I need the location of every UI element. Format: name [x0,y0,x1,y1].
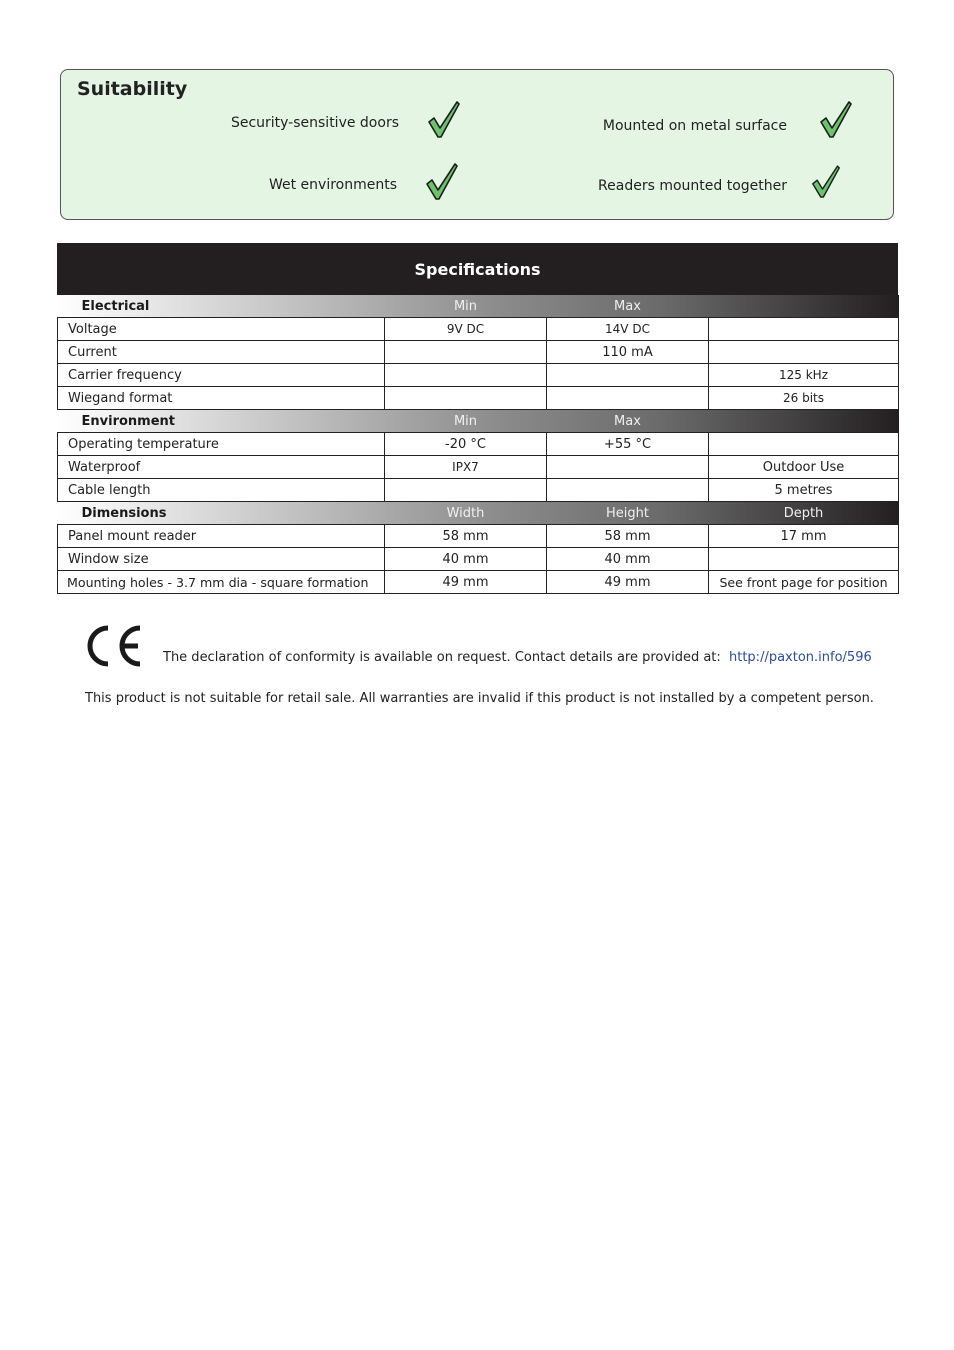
specifications-table [57,243,898,594]
specifications-title: Specifications [57,243,898,295]
cell-value [709,341,899,364]
table-row [58,571,899,594]
conformity-link[interactable]: http://paxton.info/596 [729,650,872,665]
suitability-item-label: Readers mounted together [598,178,787,194]
table-row [58,456,899,479]
cell-value: 26 bits [709,387,899,410]
cell-min [385,364,547,387]
ce-mark-icon [86,624,144,668]
column-header [709,295,899,318]
column-header: Min [453,413,478,429]
row-label: Current [58,341,385,364]
disclaimer-text: This product is not suitable for retail sale. All warranties are invalid if this product is not installed by a competent person. [85,691,874,706]
column-header: Depth [783,505,824,521]
cell-width: 40 mm [385,548,547,571]
suitability-panel [60,69,894,220]
cell-max [547,479,709,502]
table-row [58,479,899,502]
column-header: Width [446,505,485,521]
table-row [58,387,899,410]
column-header: Max [614,298,641,314]
spec-grid [57,295,899,594]
row-label: Wiegand format [58,387,385,410]
column-header [709,410,899,433]
cell-width: 58 mm [385,525,547,548]
cell-depth: 17 mm [709,525,899,548]
table-row [58,525,899,548]
row-label: Voltage [58,318,385,341]
cell-value [709,433,899,456]
cell-min: IPX7 [385,456,547,479]
cell-min: -20 °C [385,433,547,456]
cell-value: Outdoor Use [709,456,899,479]
cell-height: 49 mm [547,571,709,594]
section-title: Electrical [81,298,150,314]
cell-height: 40 mm [547,548,709,571]
row-label: Panel mount reader [58,525,385,548]
cell-min [385,479,547,502]
cell-value: 5 metres [709,479,899,502]
cell-value: 125 kHz [709,364,899,387]
table-row [58,318,899,341]
suitability-item-label: Security-sensitive doors [230,115,399,131]
cell-height: 58 mm [547,525,709,548]
cell-depth [709,548,899,571]
section-header-electrical [58,295,899,318]
section-title: Environment [81,413,175,429]
check-icon [811,164,841,200]
section-title: Dimensions [81,505,167,521]
suitability-item-label: Mounted on metal surface [602,118,787,134]
row-label: Carrier frequency [58,364,385,387]
section-header-environment [58,410,899,433]
cell-depth: See front page for position [709,571,899,594]
table-row [58,548,899,571]
suitability-title: Suitability [77,78,188,100]
column-header: Min [453,298,478,314]
row-label: Window size [58,548,385,571]
row-label: Cable length [58,479,385,502]
table-row [58,364,899,387]
suitability-item-label: Wet environments [268,177,397,193]
table-row [58,341,899,364]
conformity-text: The declaration of conformity is available on request. Contact details are provided at: [163,650,721,665]
column-header: Height [606,505,649,521]
cell-max [547,364,709,387]
cell-min: 9V DC [385,318,547,341]
row-label: Mounting holes - 3.7 mm dia - square formation [58,571,385,594]
cell-max [547,456,709,479]
cell-width: 49 mm [385,571,547,594]
column-header: Max [614,413,641,429]
cell-min [385,341,547,364]
cell-value [709,318,899,341]
row-label: Waterproof [58,456,385,479]
cell-max: 14V DC [547,318,709,341]
cell-max [547,387,709,410]
check-icon [819,100,853,140]
cell-max: +55 °C [547,433,709,456]
check-icon [427,100,461,140]
cell-max: 110 mA [547,341,709,364]
table-row [58,433,899,456]
cell-min [385,387,547,410]
section-header-dimensions [58,502,899,525]
check-icon [425,162,459,202]
row-label: Operating temperature [58,433,385,456]
